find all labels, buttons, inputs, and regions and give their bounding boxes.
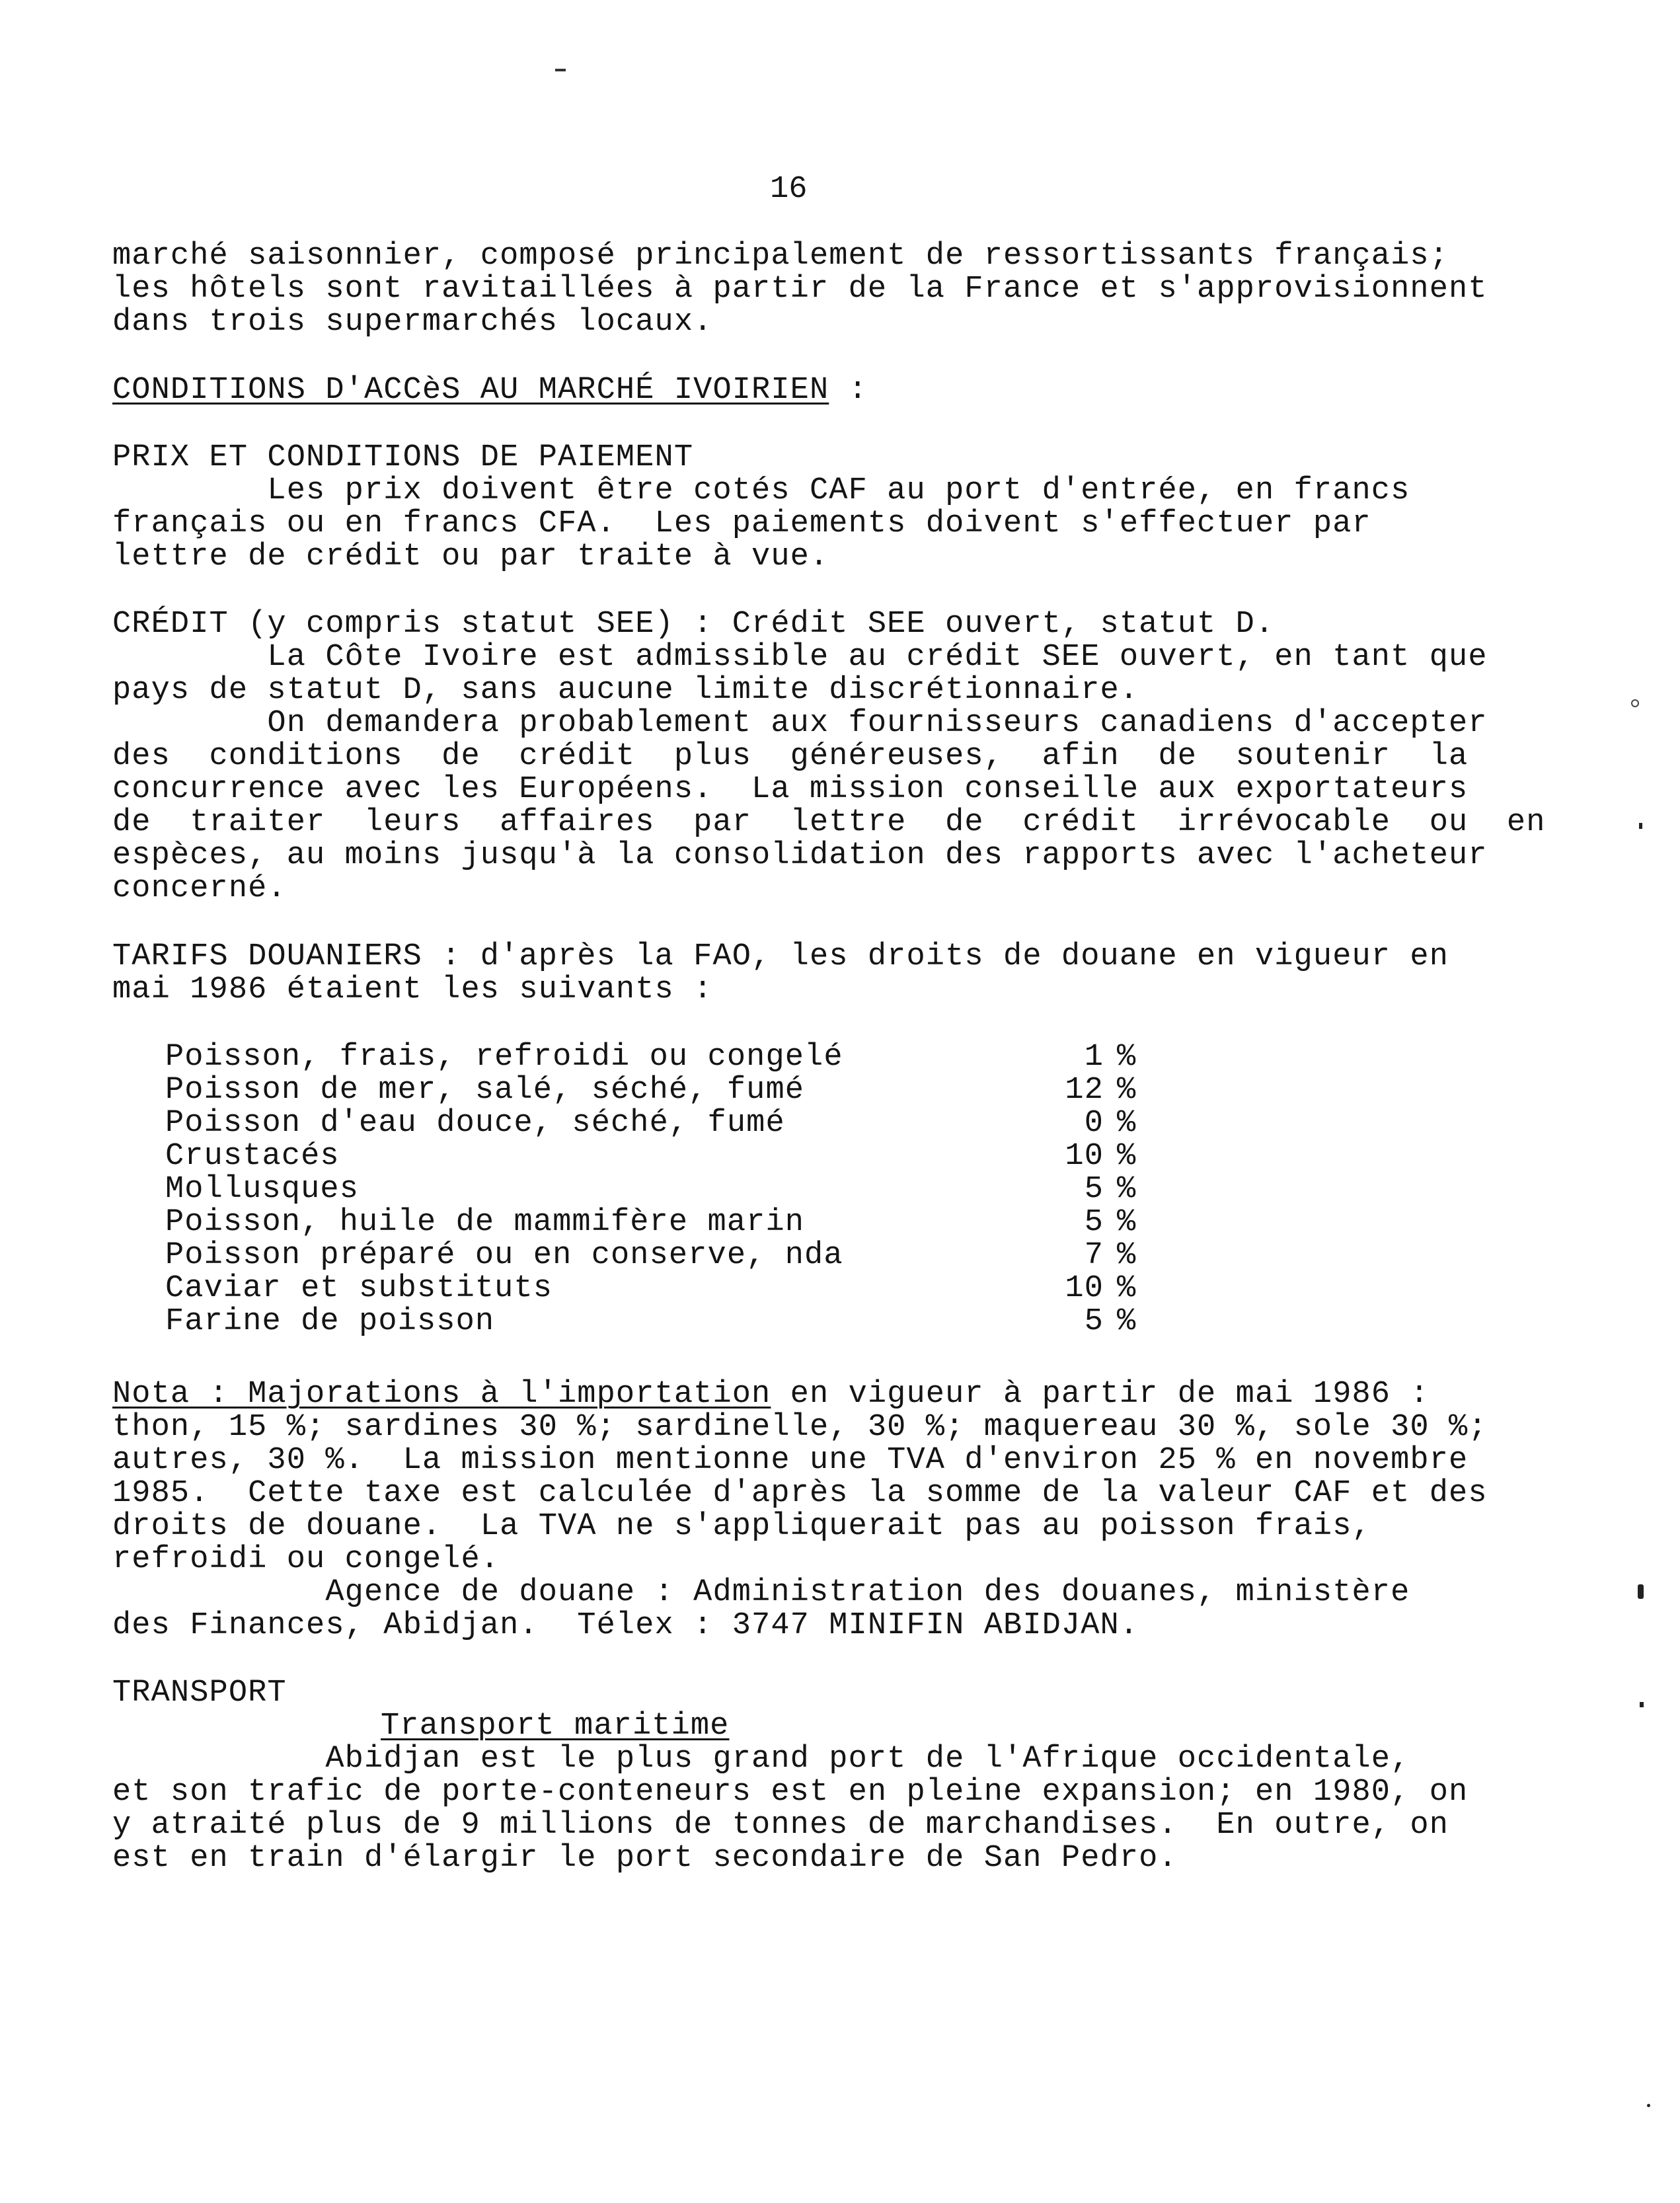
tariff-row [165,1107,1157,1140]
nota-line-5: droits de douane. La TVA ne s'appliquerait pas au poisson frais, [112,1509,1371,1544]
intro-line-1: marché saisonnier, composé principalement de ressortissants français; [112,239,1449,274]
tariff-row [165,1173,1157,1206]
transport-line-2: et son trafic de porte-conteneurs est en pleine expansion; en 1980, on [112,1775,1469,1810]
tariff-value: 5 [1084,1172,1104,1207]
tariff-unit: % [1117,1139,1137,1174]
tariff-row [165,1239,1157,1272]
intro-line-3: dans trois supermarchés locaux. [112,305,713,340]
nota-line-7: Agence de douane : Administration des douanes, ministère [112,1575,1410,1610]
section-heading-text: CONDITIONS D'ACCèS AU MARCHÉ IVOIRIEN [112,373,829,408]
tariff-unit: % [1117,1172,1137,1207]
credit-line-3: pays de statut D, sans aucune limite discrétionnaire. [112,673,1139,708]
credit-line-8: espèces, au moins jusqu'à la consolidation des rapports avec l'acheteur [112,838,1488,873]
credit-line-5: des conditions de crédit plus généreuses, afin de soutenir la [112,739,1469,774]
transport-subheading-text: Transport maritime [381,1709,730,1744]
transport-heading: TRANSPORT [112,1676,287,1711]
transport-line-3: y atraité plus de 9 millions de tonnes de marchandises. En outre, on [112,1808,1449,1843]
tariff-unit: % [1117,1073,1137,1108]
tariff-label: Poisson d'eau douce, séché, fumé [165,1106,785,1141]
nota-line-8: des Finances, Abidjan. Télex : 3747 MINIFIN ABIDJAN. [112,1608,1139,1643]
tariff-label: Farine de poisson [165,1304,495,1339]
tariff-label: Crustacés [165,1139,340,1174]
credit-line-7: de traiter leurs affaires par lettre de crédit irrévocable ou en [112,805,1546,840]
tarifs-line-1: TARIFS DOUANIERS : d'après la FAO, les droits de douane en vigueur en [112,939,1449,974]
prix-line-2: français ou en francs CFA. Les paiements doivent s'effectuer par [112,506,1371,541]
scan-mark [555,69,566,71]
tariff-value: 0 [1084,1106,1104,1141]
scan-mark [1647,2104,1650,2107]
tariff-label: Poisson de mer, salé, séché, fumé [165,1073,805,1108]
tariff-unit: % [1117,1271,1137,1306]
tariff-unit: % [1117,1304,1137,1339]
tariff-value: 12 [1065,1073,1104,1108]
transport-line-4: est en train d'élargir le port secondaire de San Pedro. [112,1841,1178,1876]
tariff-value: 5 [1084,1205,1104,1240]
tariff-row [165,1074,1157,1107]
intro-line-2: les hôtels sont ravitaillées à partir de la France et s'approvisionnent [112,272,1488,307]
credit-line-2: La Côte Ivoire est admissible au crédit SEE ouvert, en tant que [112,640,1488,675]
prix-line-1: Les prix doivent être cotés CAF au port d'entrée, en francs [112,473,1410,508]
tariff-unit: % [1117,1040,1137,1075]
tariff-unit: % [1117,1106,1137,1141]
tariff-row [165,1206,1157,1239]
scan-mark [1640,1702,1644,1707]
scan-mark [1638,1584,1644,1599]
nota-label: Nota : Majorations à l'importation [112,1377,771,1412]
page-number: 16 [770,172,808,207]
scan-mark [1639,823,1642,829]
nota-line-6: refroidi ou congelé. [112,1542,500,1577]
transport-line-1: Abidjan est le plus grand port de l'Afrique occidentale, [112,1742,1410,1777]
section-heading-suffix: : [829,373,868,408]
credit-line-6: concurrence avec les Européens. La mission conseille aux exportateurs [112,772,1469,807]
tariff-value: 1 [1084,1040,1104,1075]
tariff-row [165,1305,1157,1338]
tariff-label: Poisson, huile de mammifère marin [165,1205,805,1240]
nota-line-4: 1985. Cette taxe est calculée d'après la somme de la valeur CAF et des [112,1476,1488,1511]
nota-line-3: autres, 30 %. La mission mentionne une TVA d'environ 25 % en novembre [112,1443,1469,1478]
tarifs-line-2: mai 1986 étaient les suivants : [112,972,713,1007]
scan-mark [1631,699,1639,707]
nota-line-1 [112,1378,1430,1411]
tariff-value: 5 [1084,1304,1104,1339]
prix-line-3: lettre de crédit ou par traite à vue. [112,539,829,574]
tariff-value: 10 [1065,1139,1104,1174]
tariff-row [165,1041,1157,1074]
nota-first-line-rest: en vigueur à partir de mai 1986 : [771,1377,1430,1412]
tariff-label: Poisson, frais, refroidi ou congelé [165,1040,843,1075]
tariff-unit: % [1117,1205,1137,1240]
transport-subheading [381,1710,729,1743]
credit-line-4: On demandera probablement aux fournisseurs canadiens d'accepter [112,706,1488,741]
tariff-row [165,1140,1157,1173]
tariff-unit: % [1117,1238,1137,1273]
tariff-label: Caviar et substituts [165,1271,553,1306]
tariff-row [165,1272,1157,1305]
section-heading [112,374,868,407]
tariff-value: 7 [1084,1238,1104,1273]
tariff-table [165,1041,1157,1338]
credit-line-1: CRÉDIT (y compris statut SEE) : Crédit SEE ouvert, statut D. [112,607,1275,642]
tariff-label: Poisson préparé ou en conserve, nda [165,1238,843,1273]
credit-line-9: concerné. [112,871,287,906]
tariff-label: Mollusques [165,1172,360,1207]
nota-line-2: thon, 15 %; sardines 30 %; sardinelle, 30 %; maquereau 30 %, sole 30 %; [112,1410,1488,1445]
prix-heading: PRIX ET CONDITIONS DE PAIEMENT [112,440,694,475]
tariff-value: 10 [1065,1271,1104,1306]
